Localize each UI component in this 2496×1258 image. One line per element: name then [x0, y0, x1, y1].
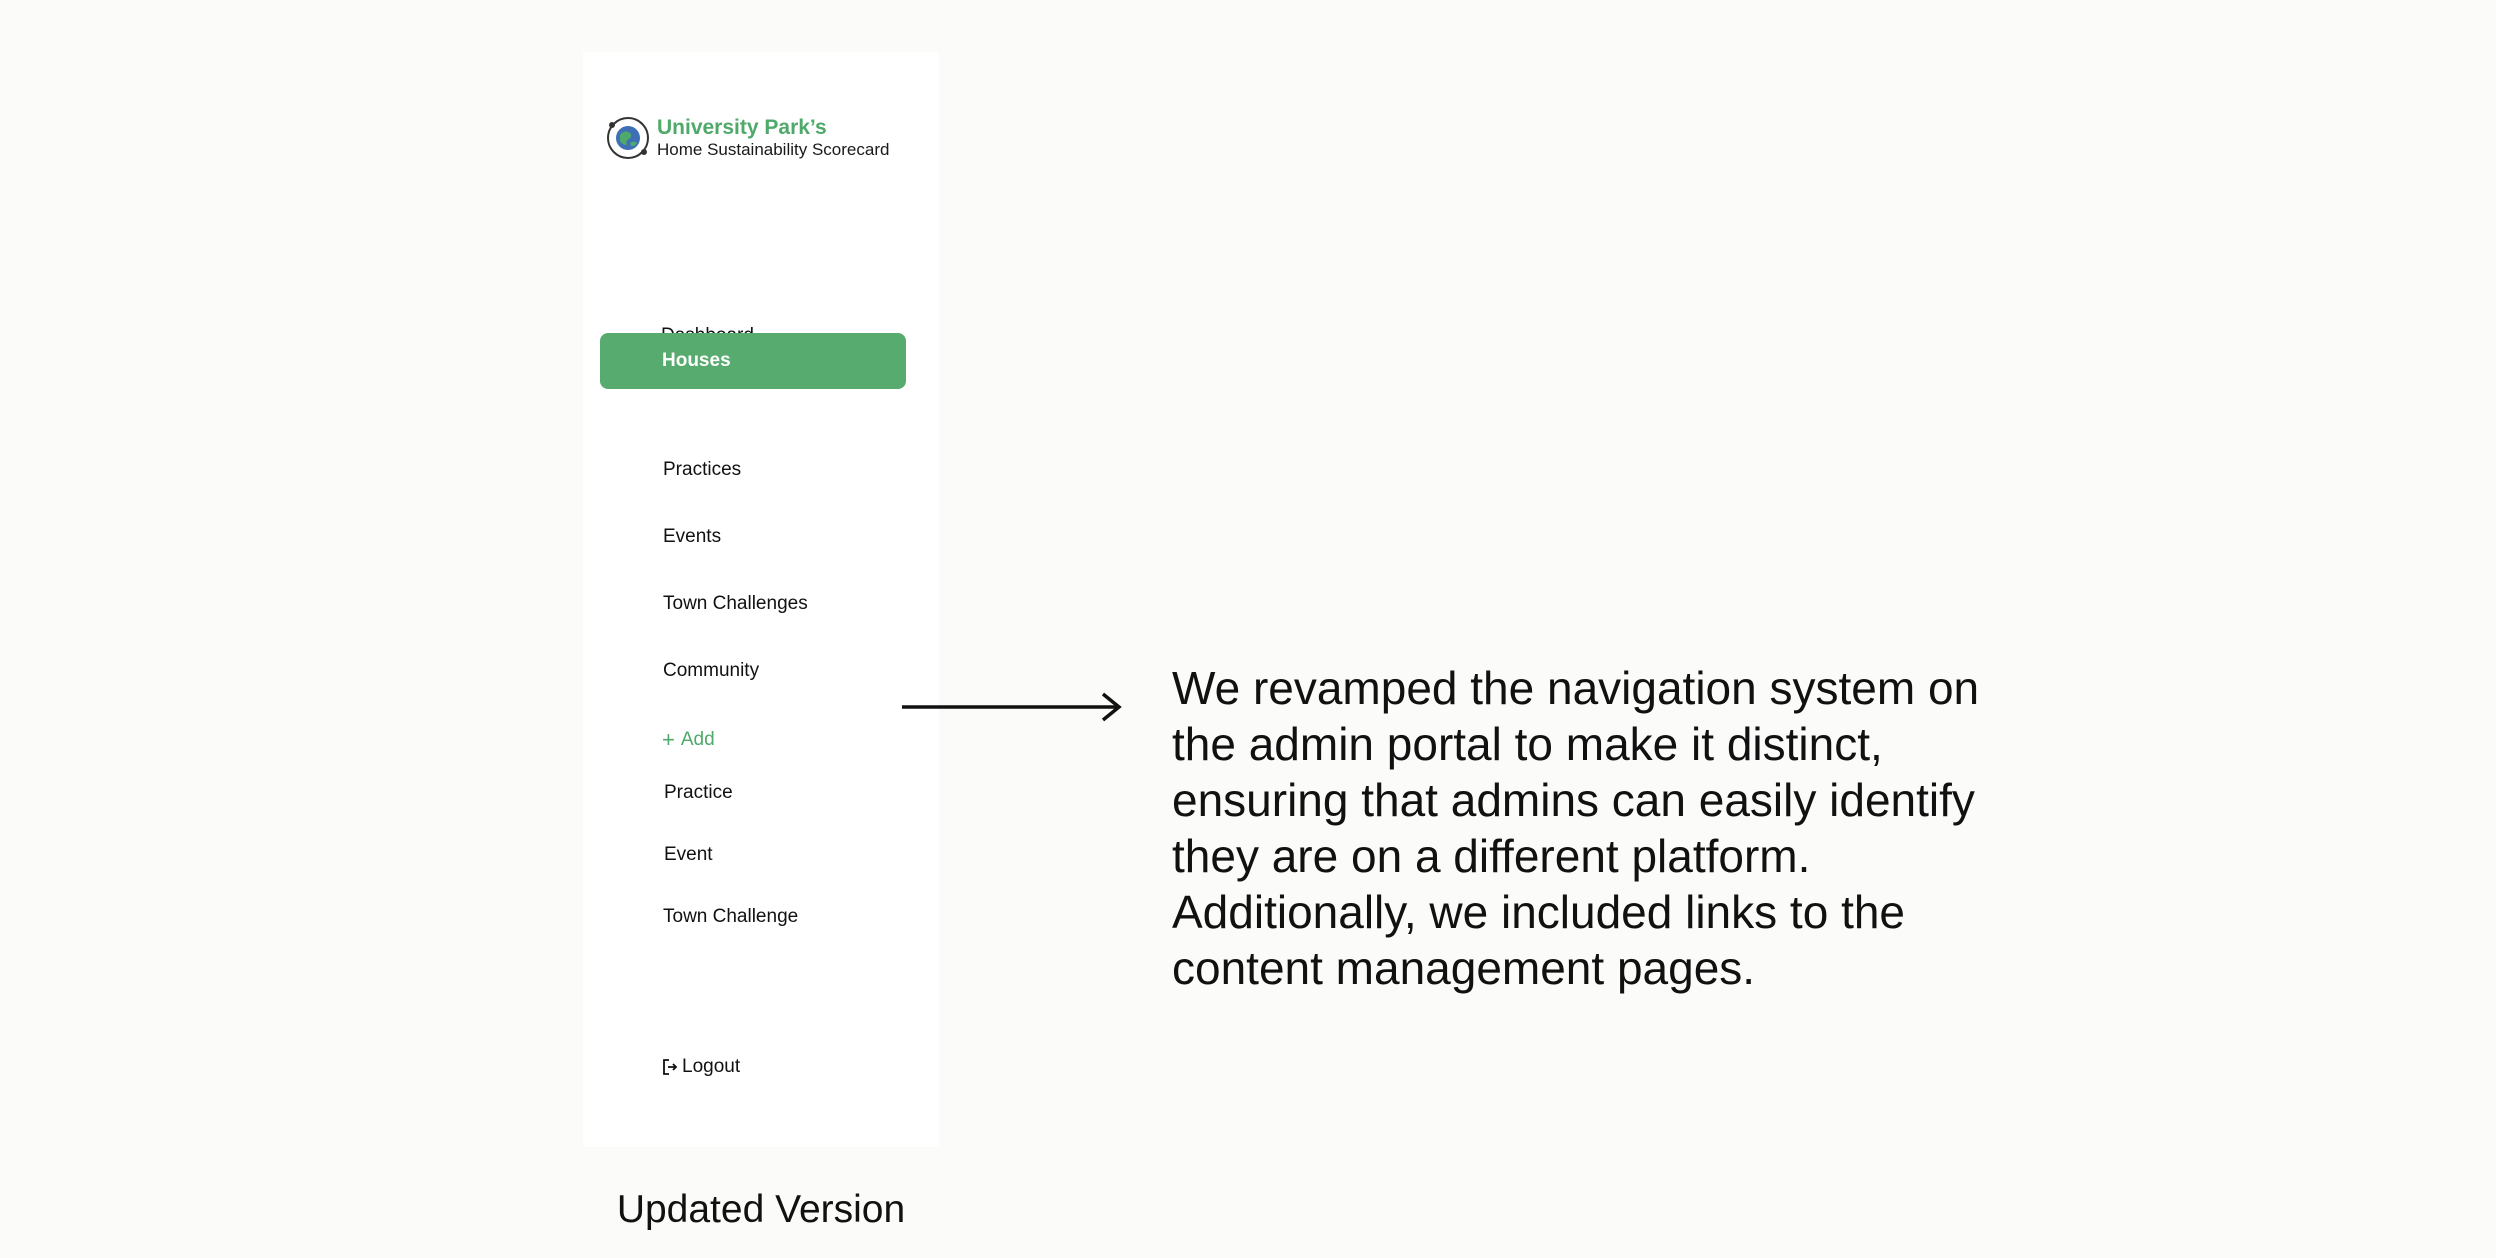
- nav-item-events[interactable]: Events: [663, 526, 722, 547]
- nav-item-houses[interactable]: Houses: [600, 333, 906, 389]
- add-label-text: Add: [680, 729, 715, 750]
- nav-item-add-event[interactable]: Event: [664, 844, 713, 865]
- brand-subtitle: Home Sustainability Scorecard: [657, 140, 890, 160]
- description-text: We revamped the navigation system on the admin portal to make it distinct, ensuring that admins can easily identify they are on a different platform. Additionally, we included links to the content management pages.: [1172, 662, 1980, 994]
- logout-label: Logout: [682, 1056, 741, 1077]
- nav-item-community[interactable]: Community: [663, 660, 760, 681]
- logout-icon: [662, 1058, 678, 1076]
- nav-item-add-town-challenge[interactable]: Town Challenge: [663, 906, 799, 927]
- plus-icon: +: [662, 727, 675, 752]
- nav-item-add-practice[interactable]: Practice: [664, 782, 733, 803]
- add-section-label: [662, 729, 715, 751]
- admin-sidebar: [583, 52, 939, 1147]
- nav-item-town-challenges[interactable]: Town Challenges: [663, 593, 808, 614]
- brand-title: University Park’s: [657, 116, 827, 140]
- nav-item-practices[interactable]: Practices: [663, 459, 742, 480]
- logout-button[interactable]: [662, 1056, 740, 1078]
- arrow-right-icon: [900, 690, 1125, 724]
- version-caption: Updated Version: [616, 1188, 906, 1231]
- brand[interactable]: [605, 112, 889, 164]
- earth-orbit-icon: [605, 115, 651, 161]
